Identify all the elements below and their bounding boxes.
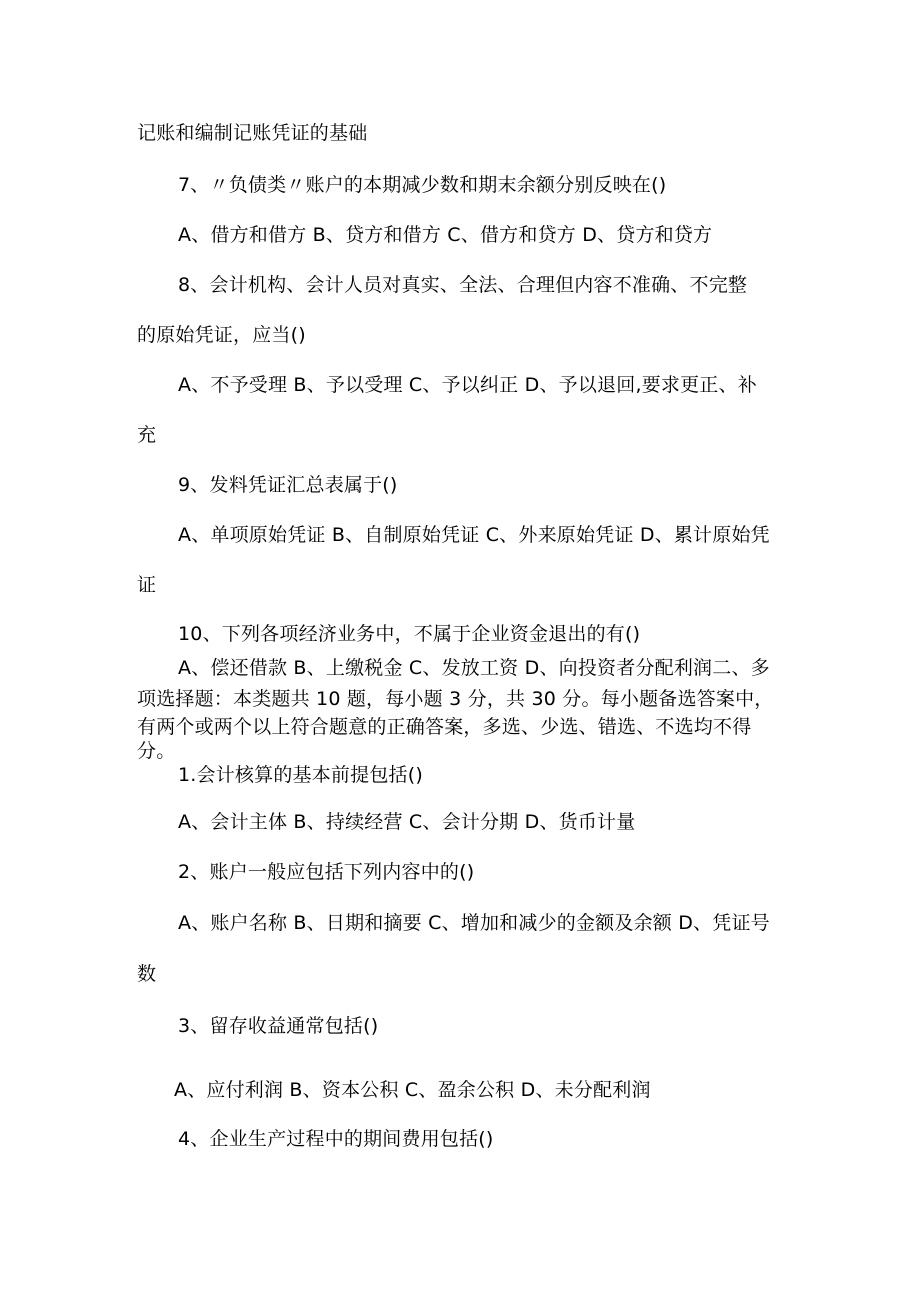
section-heading-end: 分。 [137, 740, 176, 762]
question-7: 7、〃负债类〃账户的本期减少数和期末余额分别反映在() [178, 174, 667, 196]
multi-question-2-options-continued: 数 [137, 963, 157, 985]
multi-question-3-options: A、应付利润 B、资本公积 C、盈余公积 D、未分配利润 [174, 1079, 651, 1101]
question-10-options: A、偿还借款 B、上缴税金 C、发放工资 D、向投资者分配利润二、多 [178, 657, 770, 679]
text-line: 记账和编制记账凭证的基础 [137, 122, 368, 144]
multi-question-1-options: A、会计主体 B、持续经营 C、会计分期 D、货币计量 [178, 811, 636, 833]
multi-question-4: 4、企业生产过程中的期间费用包括() [178, 1128, 494, 1150]
multi-question-2-options: A、账户名称 B、日期和摘要 C、增加和减少的金额及余额 D、凭证号 [178, 912, 770, 934]
question-10: 10、下列各项经济业务中，不属于企业资金退出的有() [178, 623, 641, 645]
multi-question-3: 3、留存收益通常包括() [178, 1015, 379, 1037]
section-heading: 项选择题：本类题共 10 题，每小题 3 分，共 30 分。每小题备选答案中， [137, 688, 774, 710]
question-8: 8、会计机构、会计人员对真实、全法、合理但内容不准确、不完整 [178, 274, 748, 296]
question-8-options-continued: 充 [137, 424, 157, 446]
question-9-options: A、单项原始凭证 B、自制原始凭证 C、外来原始凭证 D、累计原始凭 [178, 524, 770, 546]
question-8-continued: 的原始凭证，应当() [137, 324, 306, 346]
multi-question-2: 2、账户一般应包括下列内容中的() [178, 861, 475, 883]
question-7-options: A、借方和借方 B、贷方和借方 C、借方和贷方 D、贷方和贷方 [178, 224, 713, 246]
multi-question-1: 1.会计核算的基本前提包括() [178, 764, 423, 786]
question-9: 9、发料凭证汇总表属于() [178, 474, 398, 496]
section-heading-continued: 有两个或两个以上符合题意的正确答案，多选、少选、错选、不选均不得 [137, 716, 752, 738]
question-9-options-continued: 证 [137, 574, 157, 596]
question-8-options: A、不予受理 B、予以受理 C、予以纠正 D、予以退回,要求更正、补 [178, 374, 757, 396]
